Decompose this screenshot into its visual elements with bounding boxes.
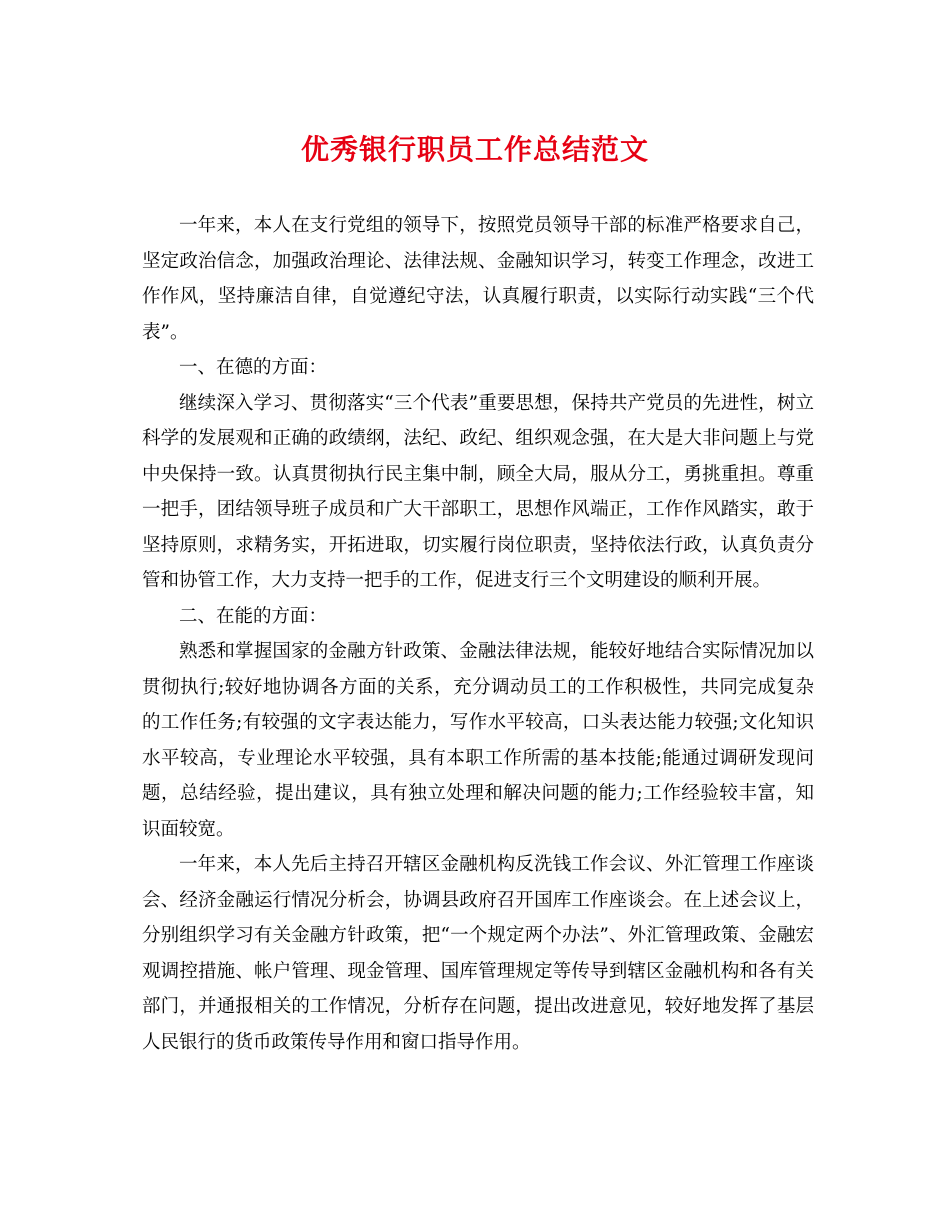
paragraph-ability: 熟悉和掌握国家的金融方针政策、金融法律法规，能较好地结合实际情况加以贯彻执行;较好地协调各方面的关系，充分调动员工的工作积极性，共同完成复杂的工作任务;有较强的文字表达能力，写作水平较高，口头表达能力较强;文化知识水平较高，专业理论水平较强，具有本职工作所需的基本技能;能通过调研发现问题，总结经验，提出建议，具有独立处理和解决问题的能力;工作经验较丰富，知识面较宽。 — [142, 641, 814, 840]
document-title: 优秀银行职员工作总结范文 — [300, 133, 649, 166]
paragraph-virtue: 继续深入学习、贯彻落实“三个代表”重要思想，保持共产党员的先进性，树立科学的发展观和正确的政绩纲，法纪、政纪、组织观念强，在大是大非问题上与党中央保持一致。认真贯彻执行民主集中制，顾全大局，服从分工，勇挑重担。尊重一把手，团结领导班子成员和广大干部职工，思想作风端正，工作作风踏实，敢于坚持原则，求精务实，开拓进取，切实履行岗位职责，坚持依法行政，认真负责分管和协管工作，大力支持一把手的工作，促进支行三个文明建设的顺利开展。 — [142, 392, 814, 591]
section-heading-ability: 二、在能的方面： — [179, 605, 328, 627]
document-body — [142, 208, 814, 1060]
paragraph-meetings: 一年来，本人先后主持召开辖区金融机构反洗钱工作会议、外汇管理工作座谈会、经济金融运行情况分析会，协调县政府召开国库工作座谈会。在上述会议上，分别组织学习有关金融方针政策，把“一个规定两个办法”、外汇管理政策、金融宏观调控措施、帐户管理、现金管理、国库管理规定等传导到辖区金融机构和各有关部门，并通报相关的工作情况，分析存在问题，提出改进意见，较好地发挥了基层人民银行的货币政策传导作用和窗口指导作用。 — [142, 854, 814, 1053]
paragraph-intro: 一年来，本人在支行党组的领导下，按照党员领导干部的标准严格要求自己，坚定政治信念，加强政治理论、法律法规、金融知识学习，转变工作理念，改进工作作风，坚持廉洁自律，自觉遵纪守法，认真履行职责，以实际行动实践“三个代表”。 — [142, 215, 814, 343]
section-heading-virtue: 一、在德的方面： — [179, 357, 328, 378]
